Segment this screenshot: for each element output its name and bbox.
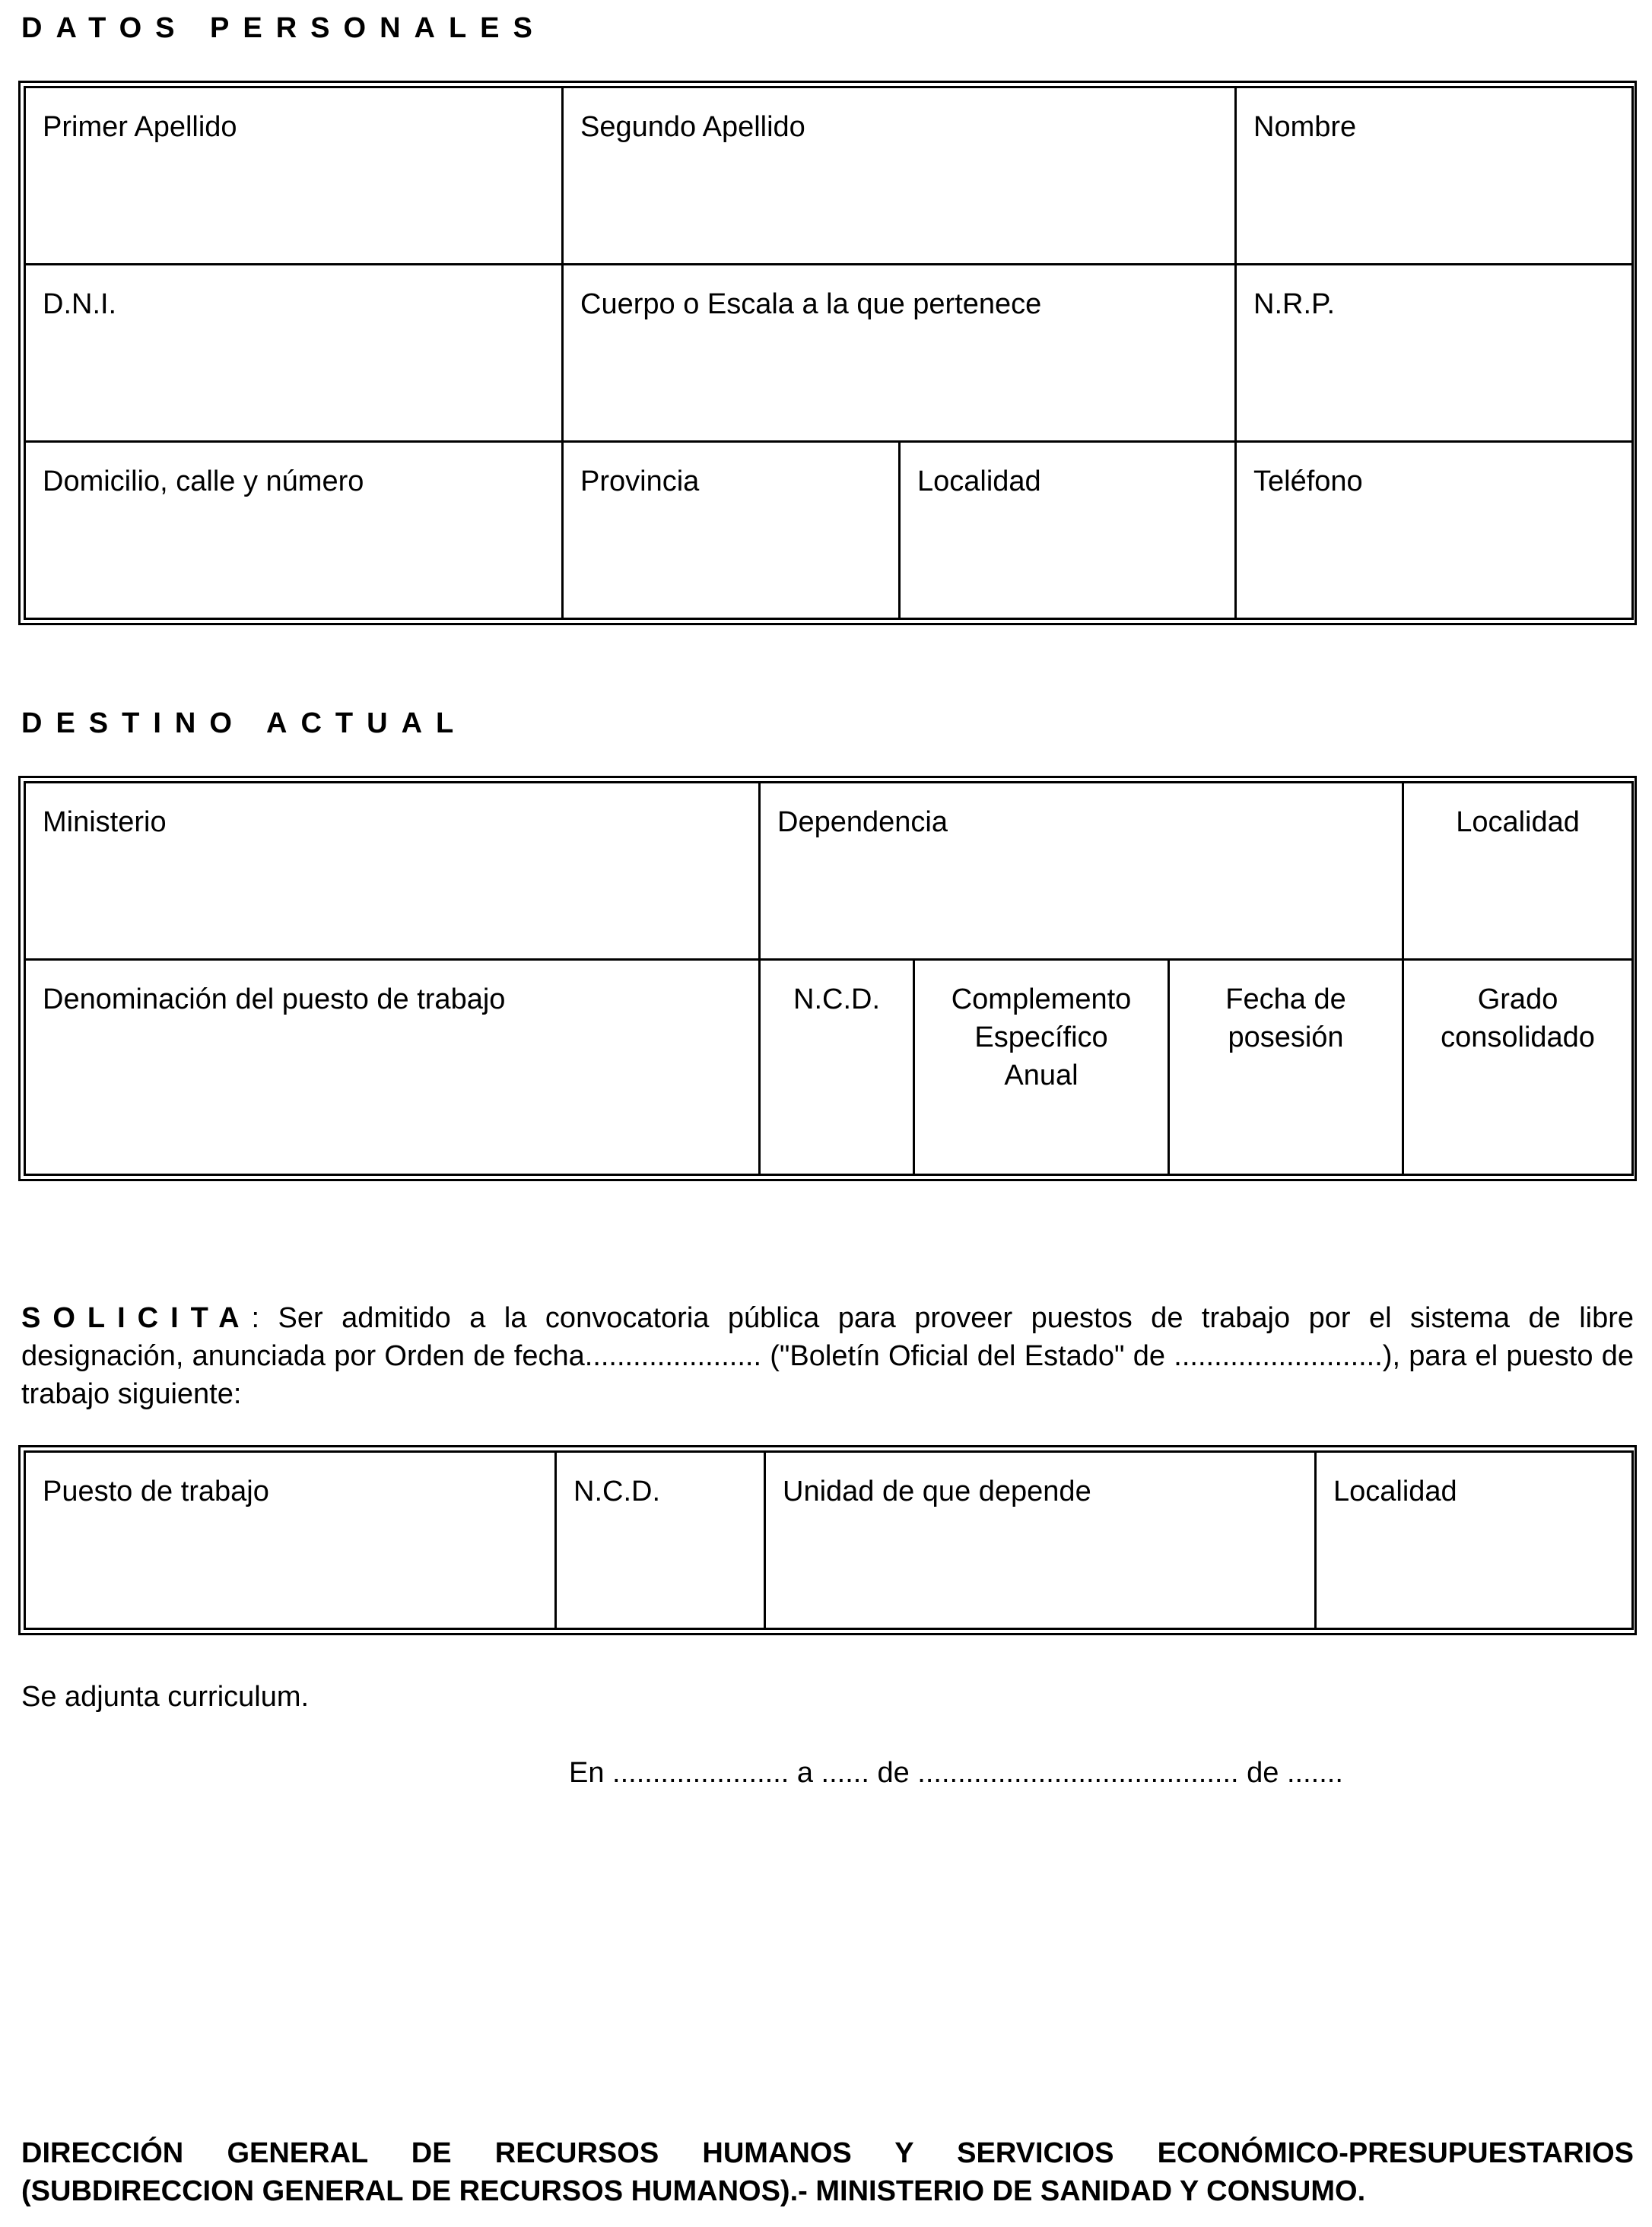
table-row: [25, 442, 1633, 619]
nrp-field[interactable]: [1236, 265, 1633, 442]
domicilio-field[interactable]: [25, 442, 563, 619]
adjunta-curriculum-text: Se adjunta curriculum.: [21, 1681, 310, 1713]
footer-issuer: [21, 2134, 1634, 2210]
field-label: D.N.I.: [43, 288, 117, 320]
fecha-posesion-field[interactable]: [1169, 960, 1403, 1175]
destino-actual-table: [24, 781, 1634, 1176]
puesto-solicitado-table-frame: [18, 1445, 1637, 1635]
denominacion-puesto-field[interactable]: [25, 960, 760, 1175]
field-label: Fecha de posesión: [1225, 983, 1346, 1053]
field-label: N.R.P.: [1253, 288, 1336, 320]
localidad-actual-field[interactable]: [1403, 783, 1633, 960]
field-label: Primer Apellido: [43, 111, 237, 143]
ncd-actual-field[interactable]: [760, 960, 914, 1175]
puesto-trabajo-field[interactable]: [25, 1452, 556, 1629]
fecha-lugar-line: En ...................... a ...... de ........................................ de .......: [569, 1757, 1343, 1789]
field-label: Localidad: [1333, 1476, 1457, 1507]
dependencia-field[interactable]: [760, 783, 1403, 960]
table-row: [25, 1452, 1633, 1629]
field-label: N.C.D.: [573, 1476, 660, 1507]
footer-line-1: DIRECCIÓN GENERAL DE RECURSOS HUMANOS Y SERVICIOS ECONÓMICO-PRESUPUESTARIOS: [21, 2137, 1634, 2169]
field-label: Domicilio, calle y número: [43, 465, 364, 497]
localidad-field[interactable]: [900, 442, 1236, 619]
field-label: Grado consolidado: [1441, 983, 1595, 1053]
cuerpo-escala-field[interactable]: [563, 265, 1236, 442]
field-label: Dependencia: [777, 806, 948, 838]
solicita-text: : Ser admitido a la convocatoria pública para proveer puestos de trabajo por el sistema de libre designación, anunciada por Orden de fecha...................... ("Boletín Oficial del Estado" de ..........................), para el puesto de trabajo siguiente:: [21, 1302, 1634, 1410]
field-label: Cuerpo o Escala a la que pertenece: [580, 288, 1042, 320]
ncd-solicitado-field[interactable]: [556, 1452, 765, 1629]
field-label: N.C.D.: [793, 983, 880, 1015]
datos-personales-table-frame: [18, 81, 1637, 625]
dni-field[interactable]: [25, 265, 563, 442]
field-label: Unidad de que depende: [783, 1476, 1091, 1507]
primer-apellido-field[interactable]: [25, 87, 563, 265]
nombre-field[interactable]: [1236, 87, 1633, 265]
field-label: Localidad: [917, 465, 1041, 497]
table-row: [25, 265, 1633, 442]
field-label: Provincia: [580, 465, 700, 497]
provincia-field[interactable]: [563, 442, 900, 619]
localidad-solicitada-field[interactable]: [1316, 1452, 1633, 1629]
field-label: Complemento Específico Anual: [951, 983, 1132, 1091]
table-row: [25, 783, 1633, 960]
section-heading-destino-actual: DESTINO ACTUAL: [21, 707, 468, 739]
solicita-label: SOLICITA: [21, 1302, 252, 1334]
field-label: Puesto de trabajo: [43, 1476, 269, 1507]
field-label: Nombre: [1253, 111, 1357, 143]
grado-consolidado-field[interactable]: [1403, 960, 1633, 1175]
ministerio-field[interactable]: [25, 783, 760, 960]
field-label: Denominación del puesto de trabajo: [43, 983, 506, 1015]
field-label: Localidad: [1456, 806, 1580, 838]
footer-line-2: (SUBDIRECCION GENERAL DE RECURSOS HUMANOS).- MINISTERIO DE SANIDAD Y CONSUMO.: [21, 2175, 1366, 2207]
datos-personales-table: [24, 86, 1634, 620]
field-label: Teléfono: [1253, 465, 1363, 497]
segundo-apellido-field[interactable]: [563, 87, 1236, 265]
unidad-depende-field[interactable]: [765, 1452, 1316, 1629]
solicita-paragraph: [21, 1299, 1634, 1413]
table-row: [25, 87, 1633, 265]
field-label: Segundo Apellido: [580, 111, 805, 143]
telefono-field[interactable]: [1236, 442, 1633, 619]
field-label: Ministerio: [43, 806, 167, 838]
destino-actual-table-frame: [18, 776, 1637, 1181]
section-heading-datos-personales: DATOS PERSONALES: [21, 12, 546, 44]
puesto-solicitado-table: [24, 1450, 1634, 1630]
complemento-especifico-field[interactable]: [914, 960, 1169, 1175]
table-row: [25, 960, 1633, 1175]
